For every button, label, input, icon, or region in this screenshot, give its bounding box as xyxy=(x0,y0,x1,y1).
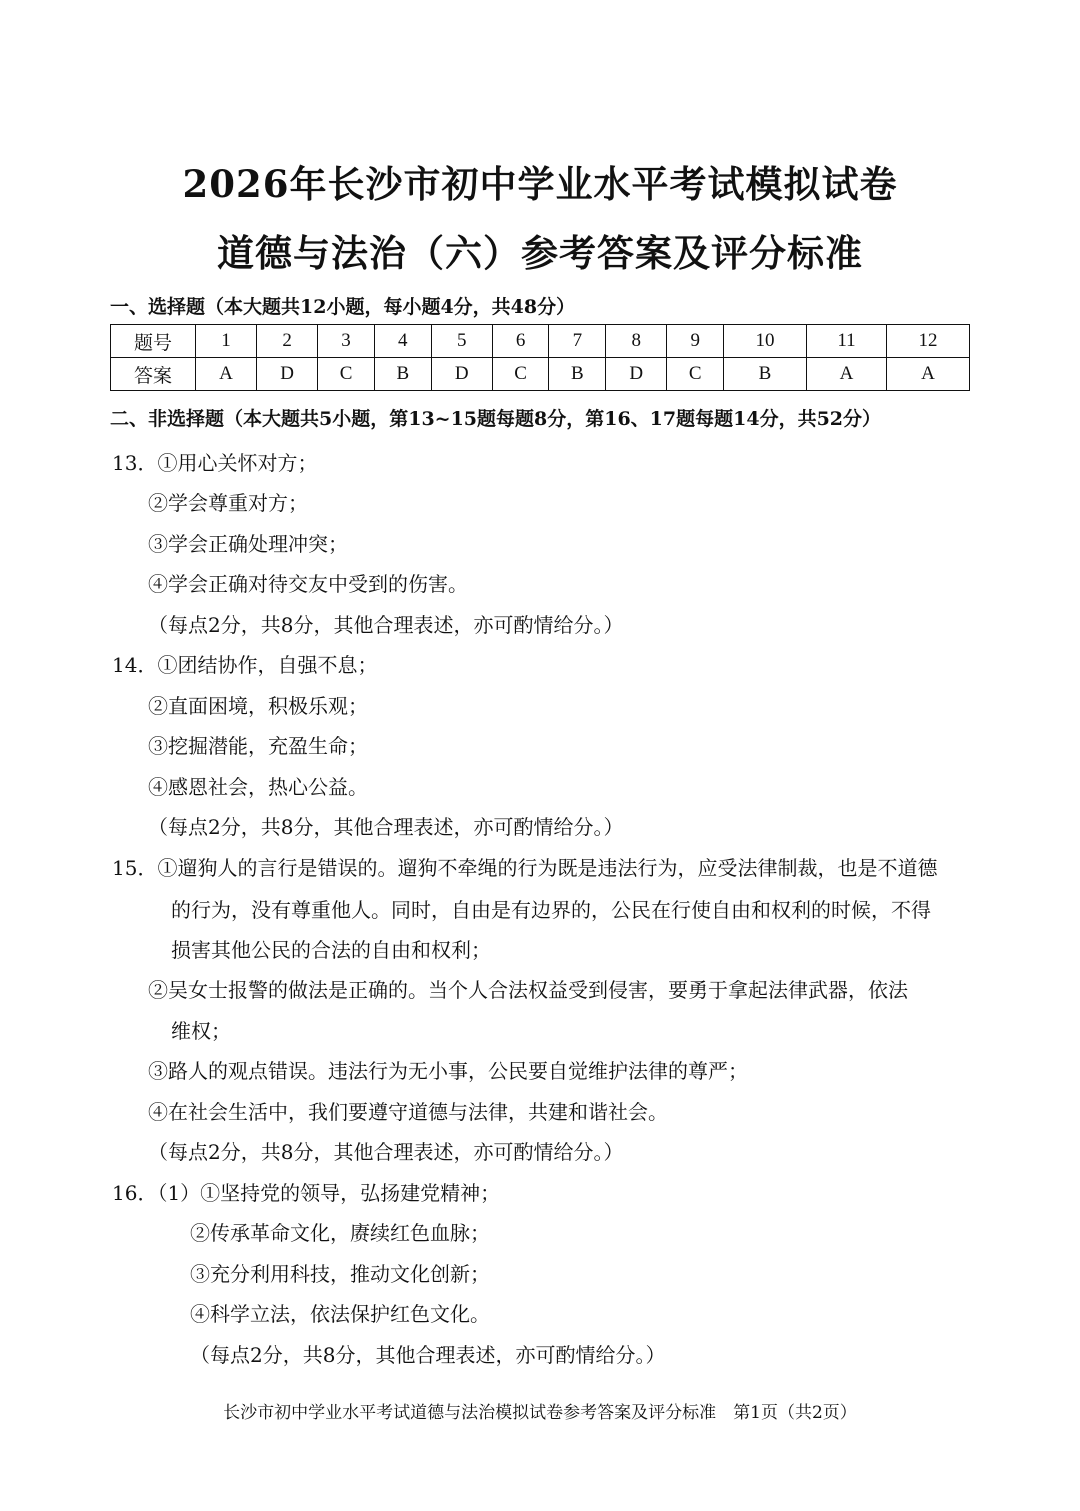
document-subtitle: 道德与法治（六）参考答案及评分标准 xyxy=(217,231,863,275)
table-cell-number: 4 xyxy=(374,325,431,358)
answer-line: ②传承革命文化，赓续红色血脉； xyxy=(190,1221,490,1245)
answer-line: 的行为，没有尊重他人。同时，自由是有边界的，公民在行使自由和权利的时候，不得 xyxy=(171,898,931,922)
answer-line: ③挖掘潜能，充盈生命； xyxy=(148,734,368,758)
table-cell-answer: B xyxy=(374,358,431,391)
table-header-cell: 题号 xyxy=(111,325,196,358)
table-cell-number: 3 xyxy=(318,325,375,358)
table-cell-answer: A xyxy=(806,358,886,391)
table-cell-number: 10 xyxy=(724,325,807,358)
table-cell-answer: D xyxy=(606,358,667,391)
answer-line: 损害其他公民的合法的自由和权利； xyxy=(171,938,491,962)
table-cell-number: 12 xyxy=(886,325,969,358)
scoring-note: （每点2分，共8分，其他合理表述，亦可酌情给分。） xyxy=(148,815,624,839)
document-title: 2026年长沙市初中学业水平考试模拟试卷 xyxy=(182,162,898,206)
table-row-numbers xyxy=(111,325,970,358)
table-cell-answer: C xyxy=(667,358,724,391)
table-row-answers xyxy=(111,358,970,391)
table-cell-answer: C xyxy=(318,358,375,391)
page-footer: 长沙市初中学业水平考试道德与法治模拟试卷参考答案及评分标准 第1页（共2页） xyxy=(223,1403,857,1423)
answer-line: ③学会正确处理冲突； xyxy=(148,532,348,556)
table-cell-number: 7 xyxy=(549,325,606,358)
answer-line: 13．①用心关怀对方； xyxy=(112,451,318,475)
section-heading-multiple-choice: 一、选择题（本大题共12小题，每小题4分，共48分） xyxy=(110,296,576,318)
answer-line: ③充分利用科技，推动文化创新； xyxy=(190,1262,490,1286)
answer-line: 16．（1）①坚持党的领导，弘扬建党精神； xyxy=(112,1181,501,1205)
table-cell-number: 6 xyxy=(492,325,549,358)
table-cell-answer: B xyxy=(724,358,807,391)
answer-line: ②直面困境，积极乐观； xyxy=(148,694,368,718)
scoring-note: （每点2分，共8分，其他合理表述，亦可酌情给分。） xyxy=(148,613,624,637)
table-cell-number: 8 xyxy=(606,325,667,358)
answer-line: ④学会正确对待交友中受到的伤害。 xyxy=(148,572,468,596)
answer-line: 15．①遛狗人的言行是错误的。遛狗不牵绳的行为既是违法行为，应受法律制裁，也是不道德 xyxy=(112,856,938,880)
answer-line: ④科学立法，依法保护红色文化。 xyxy=(190,1302,490,1326)
section-heading-non-choice: 二、非选择题（本大题共5小题，第13~15题每题8分，第16、17题每题14分，共52分） xyxy=(110,408,882,430)
answer-line: ②吴女士报警的做法是正确的。当个人合法权益受到侵害，要勇于拿起法律武器，依法 xyxy=(148,978,908,1002)
answer-line: ③路人的观点错误。违法行为无小事，公民要自觉维护法律的尊严； xyxy=(148,1059,748,1083)
table-header-cell: 答案 xyxy=(111,358,196,391)
answer-line: ④在社会生活中，我们要遵守道德与法律，共建和谐社会。 xyxy=(148,1100,668,1124)
table-cell-number: 1 xyxy=(196,325,257,358)
table-cell-number: 11 xyxy=(806,325,886,358)
table-cell-number: 2 xyxy=(257,325,318,358)
table-cell-answer: A xyxy=(196,358,257,391)
table-cell-answer: B xyxy=(549,358,606,391)
answer-table xyxy=(110,324,970,391)
answer-line: 维权； xyxy=(171,1019,231,1043)
table-cell-answer: D xyxy=(431,358,492,391)
answer-line: ④感恩社会，热心公益。 xyxy=(148,775,368,799)
table-cell-answer: A xyxy=(886,358,969,391)
answer-line: ②学会尊重对方； xyxy=(148,491,308,515)
table-cell-answer: C xyxy=(492,358,549,391)
answer-line: 14．①团结协作，自强不息； xyxy=(112,653,378,677)
table-cell-answer: D xyxy=(257,358,318,391)
scoring-note: （每点2分，共8分，其他合理表述，亦可酌情给分。） xyxy=(148,1140,624,1164)
scoring-note: （每点2分，共8分，其他合理表述，亦可酌情给分。） xyxy=(190,1343,666,1367)
table-cell-number: 5 xyxy=(431,325,492,358)
table-cell-number: 9 xyxy=(667,325,724,358)
